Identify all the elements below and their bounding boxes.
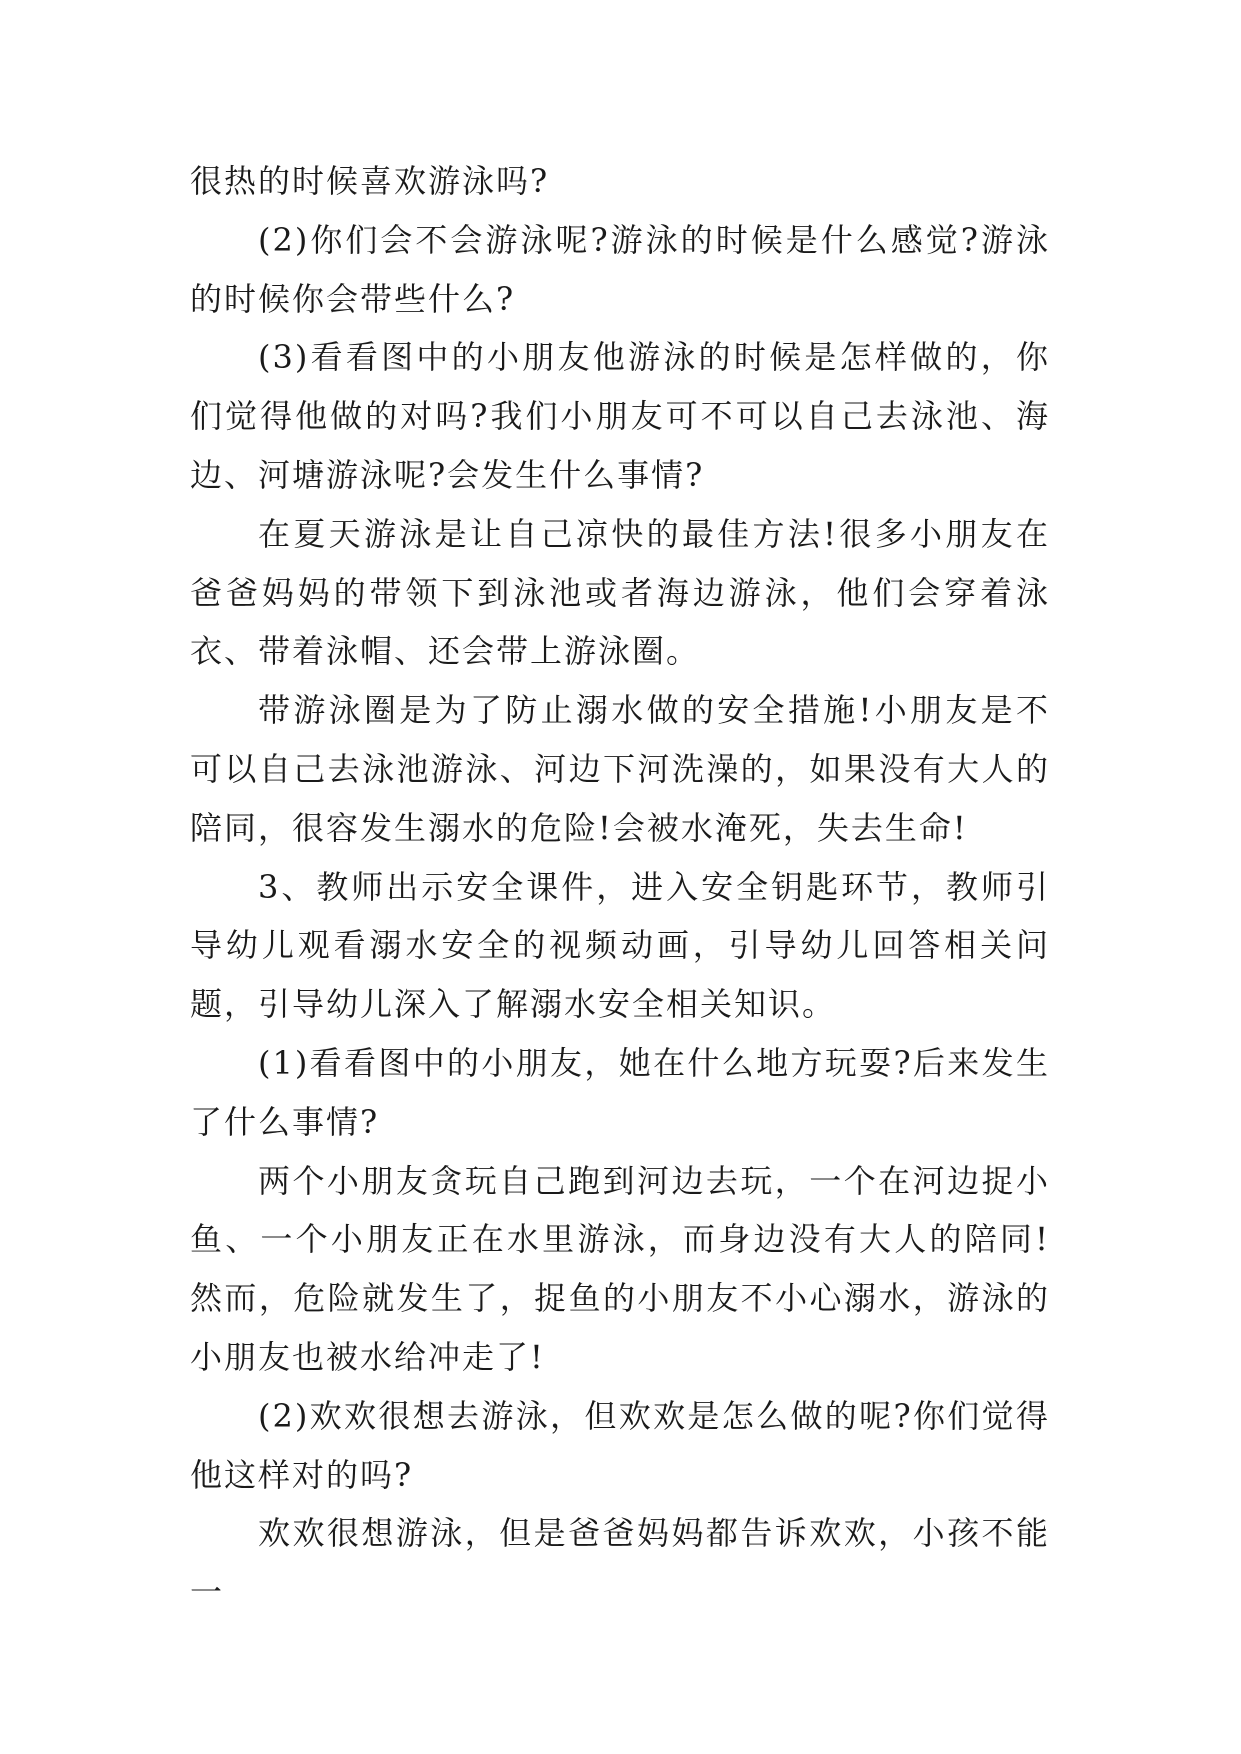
- paragraph-4: 在夏天游泳是让自己凉快的最佳方法!很多小朋友在爸爸妈妈的带领下到泳池或者海边游泳，他们会穿着泳衣、带着泳帽、还会带上游泳圈。: [190, 514, 1050, 671]
- document-page: [190, 152, 1050, 1622]
- paragraph-3: (3)看看图中的小朋友他游泳的时候是怎样做的，你们觉得他做的对吗?我们小朋友可不可以自己去泳池、海边、河塘游泳呢?会发生什么事情?: [190, 338, 1050, 494]
- paragraph-7: (1)看看图中的小朋友，她在什么地方玩耍?后来发生了什么事情?: [190, 1043, 1050, 1141]
- paragraph-8: 两个小朋友贪玩自己跑到河边去玩，一个在河边捉小鱼、一个小朋友正在水里游泳，而身边没有大人的陪同!然而，危险就发生了，捉鱼的小朋友不小心溺水，游泳的小朋友也被水给冲走了!: [190, 1161, 1050, 1376]
- paragraph-9: (2)欢欢很想去游泳，但欢欢是怎么做的呢?你们觉得他这样对的吗?: [190, 1396, 1050, 1494]
- paragraph-2: (2)你们会不会游泳呢?游泳的时候是什么感觉?游泳的时候你会带些什么?: [190, 220, 1050, 318]
- paragraph-10: 欢欢很想游泳，但是爸爸妈妈都告诉欢欢，小孩不能一: [190, 1514, 1050, 1612]
- paragraph-6: 3、教师出示安全课件，进入安全钥匙环节，教师引导幼儿观看溺水安全的视频动画，引导幼儿回答相关问题，引导幼儿深入了解溺水安全相关知识。: [190, 867, 1050, 1024]
- paragraph-5: 带游泳圈是为了防止溺水做的安全措施!小朋友是不可以自己去泳池游泳、河边下河洗澡的，如果没有大人的陪同，很容发生溺水的危险!会被水淹死，失去生命!: [190, 691, 1050, 847]
- paragraph-1: 很热的时候喜欢游泳吗?: [190, 162, 550, 200]
